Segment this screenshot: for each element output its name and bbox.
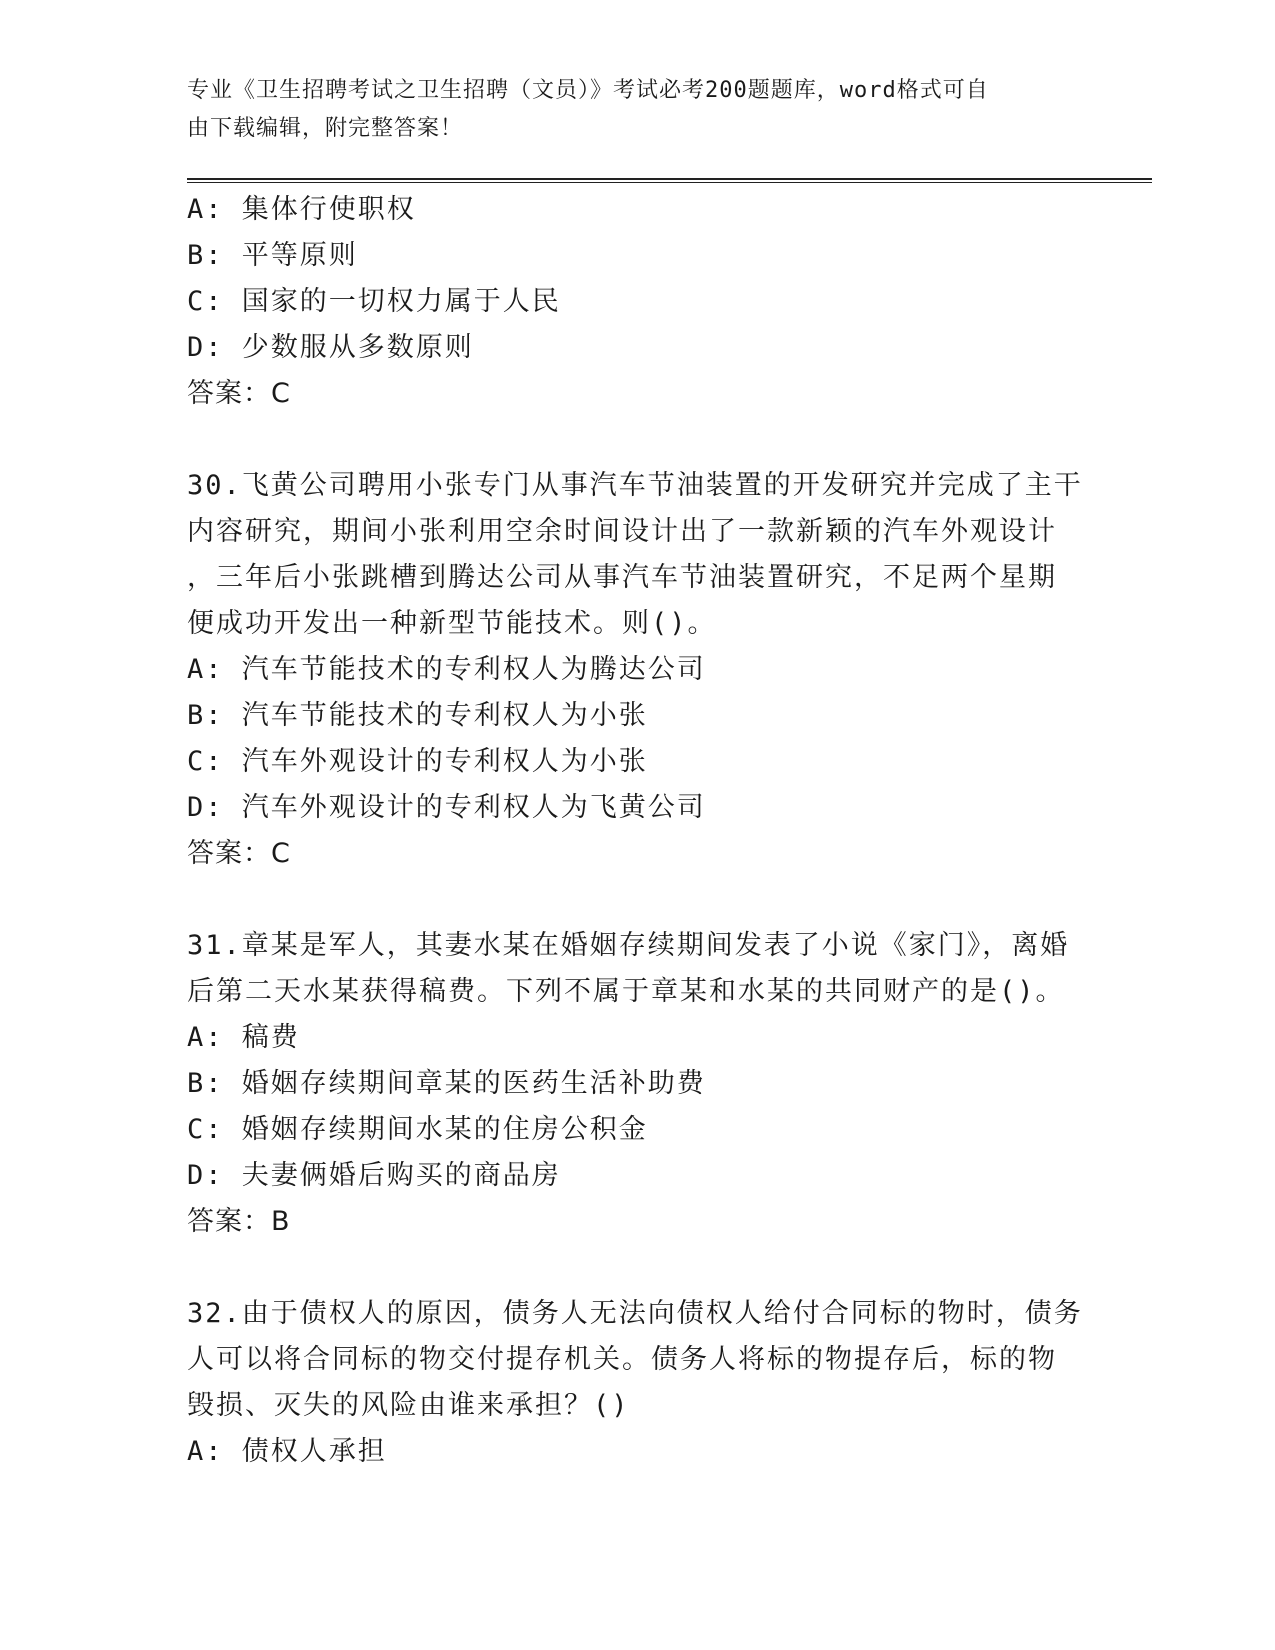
question-stem-line: 便成功开发出一种新型节能技术。则()。 [187,608,717,639]
question-stem-line: 后第二天水某获得稿费。下列不属于章某和水某的共同财产的是()。 [187,976,1065,1007]
option-c: C: 国家的一切权力属于人民 [187,286,561,317]
option-d: D: 夫妻俩婚后购买的商品房 [187,1160,561,1191]
option-b: B: 婚姻存续期间章某的医药生活补助费 [187,1068,706,1099]
answer: 答案：C [187,378,291,409]
question-stem-line: 30.飞黄公司聘用小张专门从事汽车节油装置的开发研究并完成了主干 [187,470,1083,501]
question-stem-line: ，三年后小张跳槽到腾达公司从事汽车节油装置研究，不足两个星期 [187,562,1057,593]
option-b: B: 平等原则 [187,240,358,271]
option-a: A: 集体行使职权 [187,194,416,225]
spacer [187,417,1087,463]
spacer [187,877,1087,923]
option-a: A: 稿费 [187,1022,300,1053]
question-stem-line: 31.章某是军人，其妻水某在婚姻存续期间发表了小说《家门》，离婚 [187,930,1070,961]
question-stem-line: 内容研究，期间小张利用空余时间设计出了一款新颖的汽车外观设计 [187,516,1057,547]
option-a: A: 债权人承担 [187,1436,387,1467]
option-b: B: 汽车节能技术的专利权人为小张 [187,700,648,731]
option-c: C: 汽车外观设计的专利权人为小张 [187,746,648,777]
question-stem-line: 人可以将合同标的物交付提存机关。债务人将标的物提存后，标的物 [187,1344,1057,1375]
option-d: D: 少数服从多数原则 [187,332,474,363]
header-line-1: 专业《卫生招聘考试之卫生招聘（文员）》考试必考200题题库，word格式可自 [187,78,989,103]
question-30 [187,463,1087,877]
option-d: D: 汽车外观设计的专利权人为飞黄公司 [187,792,706,823]
question-stem-line: 32.由于债权人的原因，债务人无法向债权人给付合同标的物时，债务 [187,1298,1083,1329]
answer: 答案：B [187,1206,291,1237]
answer: 答案：C [187,838,291,869]
question-29 [187,187,1087,417]
question-stem-line: 毁损、灭失的风险由谁来承担？() [187,1390,630,1421]
option-a: A: 汽车节能技术的专利权人为腾达公司 [187,654,706,685]
header-divider [187,178,1152,183]
question-content [187,187,1087,1475]
document-header [187,72,1067,148]
spacer [187,1245,1087,1291]
question-32 [187,1291,1087,1475]
option-c: C: 婚姻存续期间水某的住房公积金 [187,1114,648,1145]
header-line-2: 由下载编辑，附完整答案！ [187,116,464,141]
question-31 [187,923,1087,1245]
